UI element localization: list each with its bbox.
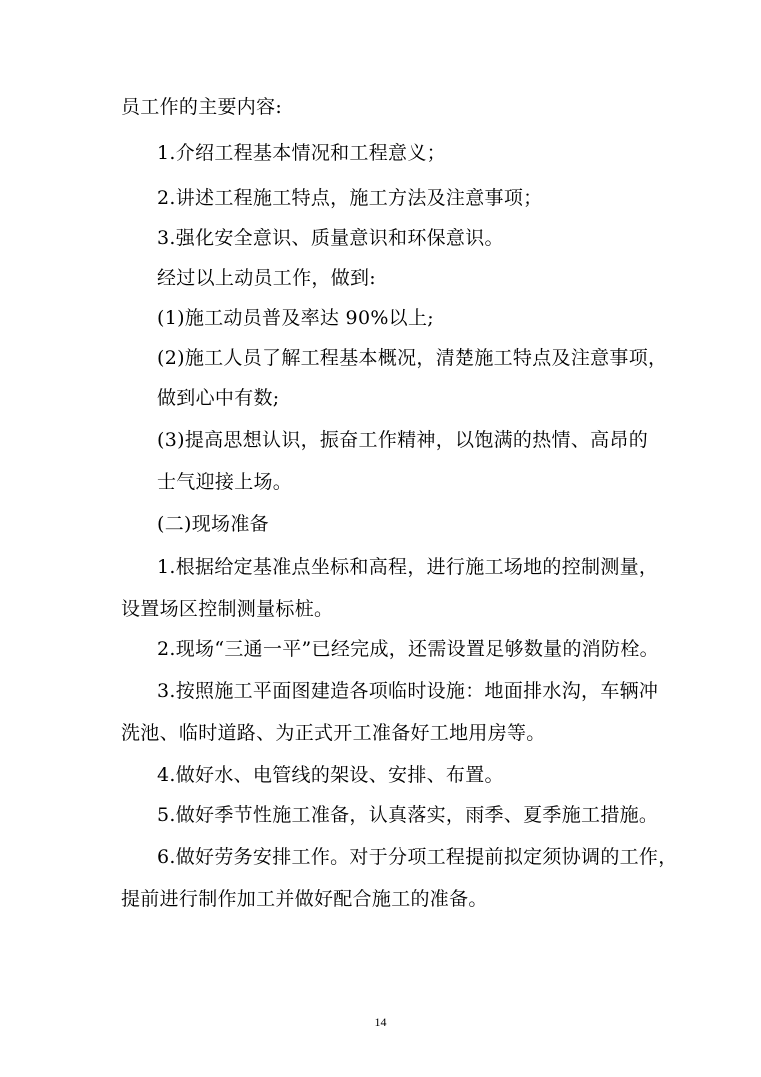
text-line: (1)施工动员普及率达 90%以上; xyxy=(157,307,434,329)
text-line: 士气迎接上场。 xyxy=(157,471,293,493)
text-line: 2.现场“三通一平”已经完成，还需设置足够数量的消防栓。 xyxy=(157,638,659,660)
text-line: 1.根据给定基准点坐标和高程，进行施工场地的控制测量， xyxy=(157,556,659,578)
text-line: 设置场区控制测量标桩。 xyxy=(121,598,334,620)
text-line: 3.按照施工平面图建造各项临时设施：地面排水沟，车辆冲 xyxy=(157,680,659,702)
text-line: 洗池、临时道路、为正式开工准备好工地用房等。 xyxy=(121,722,546,744)
text-line: (2)施工人员了解工程基本概况，清楚施工特点及注意事项， xyxy=(157,347,668,369)
text-line: 2.讲述工程施工特点，施工方法及注意事项； xyxy=(157,187,543,209)
text-line: 3.强化安全意识、质量意识和环保意识。 xyxy=(157,227,504,249)
section-heading: (二)现场准备 xyxy=(157,513,269,535)
text-line: 6.做好劳务安排工作。对于分项工程提前拟定须协调的工作， xyxy=(157,846,678,868)
text-line: 员工作的主要内容: xyxy=(121,96,283,118)
page-number: 14 xyxy=(374,1015,387,1029)
text-line: (3)提高思想认识，振奋工作精神，以饱满的热情、高昂的 xyxy=(157,429,649,451)
text-line: 经过以上动员工作，做到: xyxy=(157,267,377,289)
text-line: 提前进行制作加工并做好配合施工的准备。 xyxy=(121,888,488,910)
text-line: 5.做好季节性施工准备，认真落实，雨季、夏季施工措施。 xyxy=(157,804,659,826)
text-line: 4.做好水、电管线的架设、安排、布置。 xyxy=(157,764,504,786)
text-line: 1.介绍工程基本情况和工程意义； xyxy=(157,142,446,164)
text-line: 做到心中有数; xyxy=(157,387,280,409)
